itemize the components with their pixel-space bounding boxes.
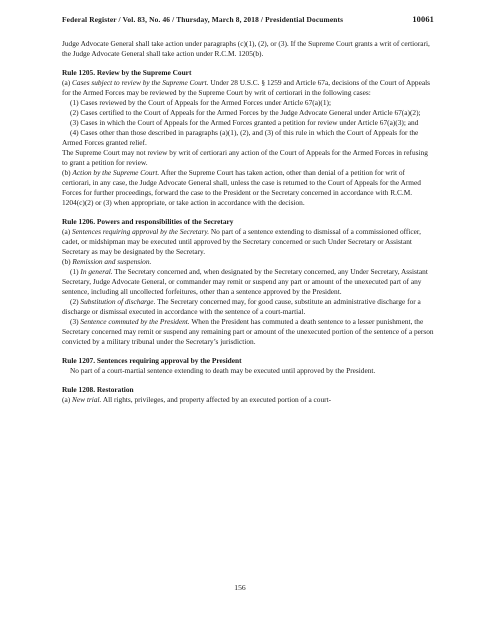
rule-1205-a-closing: The Supreme Court may not review by writ of certiorari any action of the Court of Appeals for the Armed Forces in refusing to grant a petition for review. xyxy=(62,148,428,167)
header-page-number: 10061 xyxy=(412,15,434,24)
rule-1205-a-2: (2) Cases certified to the Court of Appeals for the Armed Forces by the Judge Advocate General under Article 67(a)(2); xyxy=(70,108,421,117)
header-citation: Federal Register / Vol. 83, No. 46 / Thursday, March 8, 2018 / Presidential Documents xyxy=(62,15,344,24)
rule-1207-heading: Rule 1207. Sentences requiring approval by the President xyxy=(62,356,242,365)
rule-1206-b-3: (3) Sentence commuted by the President. When the President has commuted a death sentence to a lesser punishment, the Secretary concerned may remit or suspend any remaining part or amount of the unexecuted portion of the sentence of a person convicted by a military tribunal under the Secretary’s jurisdiction. xyxy=(62,317,434,346)
rule-1205-preamble: Judge Advocate General shall take action under paragraphs (c)(1), (2), or (3). If the Supreme Court grants a writ of certiorari, the Judge Advocate General shall take action under R.C.M. 1205(b). xyxy=(62,39,430,58)
rule-1205-heading: Rule 1205. Review by the Supreme Court xyxy=(62,68,192,77)
rule-1205-a-1: (1) Cases reviewed by the Court of Appeals for the Armed Forces under Article 67(a)(1); xyxy=(70,98,332,107)
rule-1206-b: (b) Remission and suspension. xyxy=(62,257,152,266)
rule-1208-a: (a) New trial. All rights, privileges, and property affected by an executed portion of a court- xyxy=(62,395,332,404)
rule-1205-b: (b) Action by the Supreme Court. After the Supreme Court has taken action, other than denial of a petition for writ of certiorari, in any case, the Judge Advocate General shall, unless the case is returned to the Court of Appeals for the Armed Forces for further proceedings, forward the case to the President or the Secretary concerned in accordance with R.C.M. 1204(c)(2) or (3) when appropriate, or take action in accordance with the decision. xyxy=(62,168,421,207)
rule-1205-a-4: (4) Cases other than those described in paragraphs (a)(1), (2), and (3) of this rule in which the Court of Appeals for the Armed Forces granted relief. xyxy=(62,128,419,147)
page-header xyxy=(62,15,434,24)
rule-1205-a: (a) Cases subject to review by the Supreme Court. Under 28 U.S.C. § 1259 and Article 67a, decisions of the Court of Appeals for the Armed Forces may be reviewed by the Supreme Court by writ of certiorari in the following cases: xyxy=(62,78,431,97)
rule-1206-b-1: (1) In general. The Secretary concerned and, when designated by the Secretary concerned, any Under Secretary, Assistant Secretary, Judge Advocate General, or commander may remit or suspend any part or amount of the unexecuted part of any sentence, including all uncollected forfeitures, other than a sentence approved by the President. xyxy=(62,267,428,296)
rule-1206-a: (a) Sentences requiring approval by the Secretary. No part of a sentence extending to dismissal of a commissioned officer, cadet, or midshipman may be executed until approved by the Secretary concerned or such Under Secretary or Assistant Secretary as may be designated by the Secretary. xyxy=(62,227,421,256)
rule-1206-b-2: (2) Substitution of discharge. The Secretary concerned may, for good cause, substitute an administrative discharge for a discharge or dismissal executed in accordance with the sentence of a court-martial. xyxy=(62,297,421,316)
rule-1207-text: No part of a court-martial sentence extending to death may be executed until approved by the President. xyxy=(70,366,376,375)
rule-1208-heading: Rule 1208. Restoration xyxy=(62,385,134,394)
document-body xyxy=(62,39,434,405)
page-footer-number: 156 xyxy=(234,583,246,592)
rule-1205-a-3: (3) Cases in which the Court of Appeals for the Armed Forces granted a petition for review under Article 67(a)(3); and xyxy=(70,118,419,127)
rule-1206-heading: Rule 1206. Powers and responsibilities of the Secretary xyxy=(62,217,234,226)
